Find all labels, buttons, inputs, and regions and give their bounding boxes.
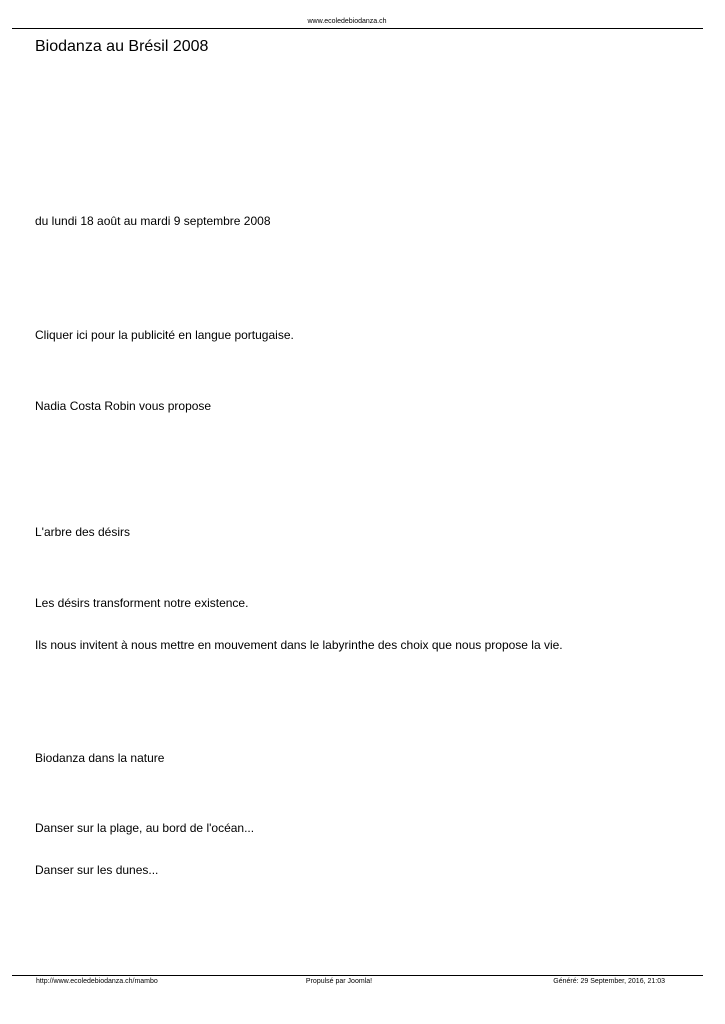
header-site-url: www.ecoledebiodanza.ch [307,18,387,25]
footer-divider [12,975,703,976]
footer-url[interactable]: http://www.ecoledebiodanza.ch/mambo [36,978,158,985]
section-heading-nature: Biodanza dans la nature [35,751,165,765]
portuguese-ad-link[interactable]: Cliquer ici pour la publicité en langue portugaise. [35,328,294,342]
presenter-intro: Nadia Costa Robin vous propose [35,399,212,413]
paragraph-desirs: Les désirs transforment notre existence. [35,596,249,610]
paragraph-dunes: Danser sur les dunes... [35,863,159,877]
paragraph-mouvement: Ils nous invitent à nous mettre en mouvement dans le labyrinthe des choix que nous propose la vie. [35,638,563,652]
footer-generated-date: Généré: 29 September, 2016, 21:03 [553,978,665,985]
footer-powered-by: Propulsé par Joomla! [305,978,373,985]
section-heading-arbre: L'arbre des désirs [35,525,131,539]
article-title: Biodanza au Brésil 2008 [35,38,209,55]
paragraph-plage: Danser sur la plage, au bord de l'océan... [35,821,255,835]
header-divider [12,28,703,29]
event-dates: du lundi 18 août au mardi 9 septembre 2008 [35,214,271,228]
